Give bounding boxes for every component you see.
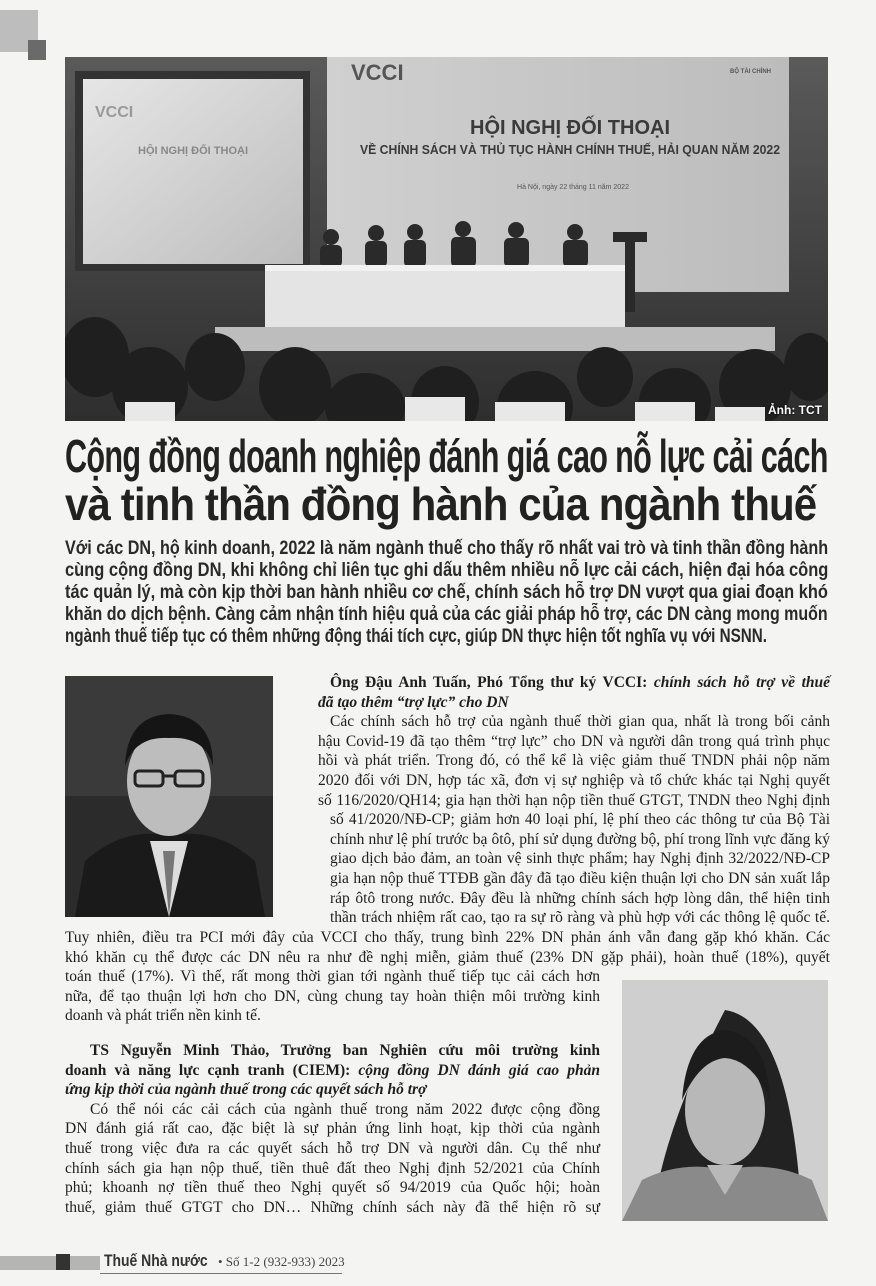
article1-heading-line <box>318 693 830 713</box>
body-line: khó khăn cụ thể được các DN nêu ra như đề nghị miễn, giảm thuế (23% DN gặp phải), hoàn thuế (18%), quyết <box>65 948 830 966</box>
footer-rule <box>100 1273 342 1274</box>
body-line: số 116/2020/QH14; gia hạn thời hạn nộp tiền thuế GTGT, TNDN theo Nghị định <box>318 791 830 809</box>
banner-logo: VCCI <box>351 60 404 85</box>
screen-title: HỘI NGHỊ ĐỐI THOẠI <box>138 145 248 157</box>
intro-paragraph <box>65 538 828 648</box>
body-line: hậu Covid-19 đã tạo thêm “trợ lực” cho DN và người dân trong quá trình phục <box>318 732 830 750</box>
body-line: số 41/2020/NĐ-CP; giảm hơn 40 loại phí, lệ phí theo các thông tư của Bộ Tài <box>330 811 830 829</box>
article1-heading-line <box>318 673 830 693</box>
body-line: doanh và phát triển nền kinh tế. <box>65 1007 261 1025</box>
page-number-marker <box>56 1254 70 1270</box>
body-line: Tuy nhiên, điều tra PCI mới đây của VCCI cho thấy, trung bình 22% DN phản ánh vẫn đang gặp khó khăn. Các <box>65 929 830 946</box>
issue-number: • Số 1-2 (932-933) 2023 <box>218 1254 345 1269</box>
article2-speaker: TS Nguyễn Minh Thảo, Trưởng ban Nghiên cứu môi trường kinh <box>90 1042 600 1059</box>
article2 <box>65 1041 600 1217</box>
body-line: giao dịch bảo đảm, an toàn vệ sinh thực phẩm; hay Nghị định 32/2022/NĐ-CP <box>330 850 830 868</box>
body-line: chính như lệ phí trước bạ ôtô, phí sử dụng đường bộ, phí trong lĩnh vực đăng ký <box>330 830 830 848</box>
intro-line: cùng cộng đồng DN, khi không chỉ liên tục ghi dấu thêm nhiều nỗ lực cải cách, hiện đại hóa công <box>65 560 829 581</box>
conference-photo <box>65 57 828 421</box>
body-line: thuế trong việc đưa ra các quyết sách hỗ trợ DN và người dân. Cụ thể như <box>65 1139 600 1157</box>
article1-end <box>65 967 600 1026</box>
banner-date: Hà Nội, ngày 22 tháng 11 năm 2022 <box>517 184 629 191</box>
portrait-nguyen-minh-thao <box>622 980 828 1221</box>
body-line: hồi và phát triển. Trong đó, có thể kể là việc giảm thuế TNDN phải nộp năm <box>318 752 830 770</box>
portrait-dau-anh-tuan <box>65 676 273 917</box>
article1-quote-cont: đã tạo thêm “trợ lực” cho DN <box>318 693 509 711</box>
body-line: nữa, để tạo thuận lợi hơn cho DN, cùng chung tay hoàn thiện môi trường kinh <box>65 987 600 1005</box>
article1-quote: chính sách hỗ trợ về thuế <box>653 674 830 691</box>
article2-quote: cộng đồng DN đánh giá cao phản <box>358 1061 600 1079</box>
headline <box>65 432 828 528</box>
body-line: toán thuế (17%). Vì thế, rất mong thời gian tới ngành thuế tiếp tục cải cách hơn <box>65 968 600 985</box>
footer-bar <box>0 1256 100 1270</box>
intro-line: ngành thuế tiếp tục có thêm những động thái tích cực, giúp DN thực hiện tốt nghĩa vụ với NSNN. <box>65 626 767 647</box>
body-line: thuế, giảm thuế GTGT cho DN… Những chính sách này đã thể hiện rõ sự <box>65 1198 600 1216</box>
article2-heading-line <box>65 1080 600 1100</box>
intro-line: Với các DN, hộ kinh doanh, 2022 là năm ngành thuế cho thấy rõ nhất vai trò và tinh thần đồng hành <box>65 538 829 559</box>
body-line: ráp ôtô trong nước. Đây đều là những chính sách hợp lòng dân, thể hiện tinh <box>330 889 830 907</box>
corner-decoration-dark <box>28 40 46 60</box>
article2-heading-line <box>65 1041 600 1061</box>
body-line: phủ; khoanh nợ tiền thuế theo Nghị quyết số 94/2019 của Quốc hội; hoàn <box>65 1179 600 1197</box>
body-line: 2020 đối với DN, hợp tác xã, đơn vị sự nghiệp và tổ chức khác tại Nghị quyết <box>318 771 830 789</box>
body-line: Có thể nói các cải cách của ngành thuế trong năm 2022 được cộng đồng <box>90 1100 600 1118</box>
headline-line: Cộng đồng doanh nghiệp đánh giá cao nỗ lực cải cách <box>65 430 828 482</box>
article2-quote-cont: ứng kịp thời của ngành thuế trong các quyết sách hỗ trợ <box>65 1081 427 1099</box>
body-line: Các chính sách hỗ trợ của ngành thuế thời gian qua, nhất là trong bối cảnh <box>330 713 830 731</box>
article2-heading-line <box>65 1061 600 1081</box>
banner-ministry: BỘ TÀI CHÍNH <box>730 69 771 75</box>
banner-title: HỘI NGHỊ ĐỐI THOẠI <box>470 117 670 139</box>
article1-upper <box>318 673 830 928</box>
headline-line: và tinh thần đồng hành của ngành thuế <box>65 478 817 530</box>
body-line: thần trách nhiệm rất cao, tạo ra sự rõ ràng và phù hợp với các thông lệ quốc tế. <box>330 909 830 927</box>
article1-speaker: Ông Đậu Anh Tuấn, Phó Tổng thư ký VCCI: <box>330 674 654 691</box>
magazine-name: Thuế Nhà nước <box>104 1251 208 1270</box>
intro-line: tác quản lý, mà còn kịp thời ban hành nhiều cơ chế, chính sách hỗ trợ DN vượt qua giai đoạn khó <box>65 582 828 603</box>
photo-credit: Ảnh: TCT <box>768 403 822 417</box>
article2-speaker-cont: doanh và năng lực cạnh tranh (CIEM): <box>65 1061 359 1079</box>
banner-subtitle: VỀ CHÍNH SÁCH VÀ THỦ TỤC HÀNH CHÍNH THUẾ, HẢI QUAN NĂM 2022 <box>360 143 790 157</box>
intro-line: khăn do dịch bệnh. Càng cảm nhận tính hiệu quả của các giải pháp hỗ trợ, các DN càng mong muốn <box>65 604 828 625</box>
body-line: chính sách gia hạn nộp thuế, tiền thuê đất theo Nghị định 52/2021 của Chính <box>65 1159 600 1177</box>
body-line: DN đánh giá rất cao, đặc biệt là sự phản ứng linh hoạt, kịp thời của ngành <box>65 1120 600 1138</box>
body-line: gia hạn nộp thuế TTĐB gần đây đã tạo điều kiện thuận lợi cho DN sản xuất lắp <box>330 869 830 887</box>
article1-full <box>65 928 830 967</box>
screen-logo: VCCI <box>95 104 134 121</box>
